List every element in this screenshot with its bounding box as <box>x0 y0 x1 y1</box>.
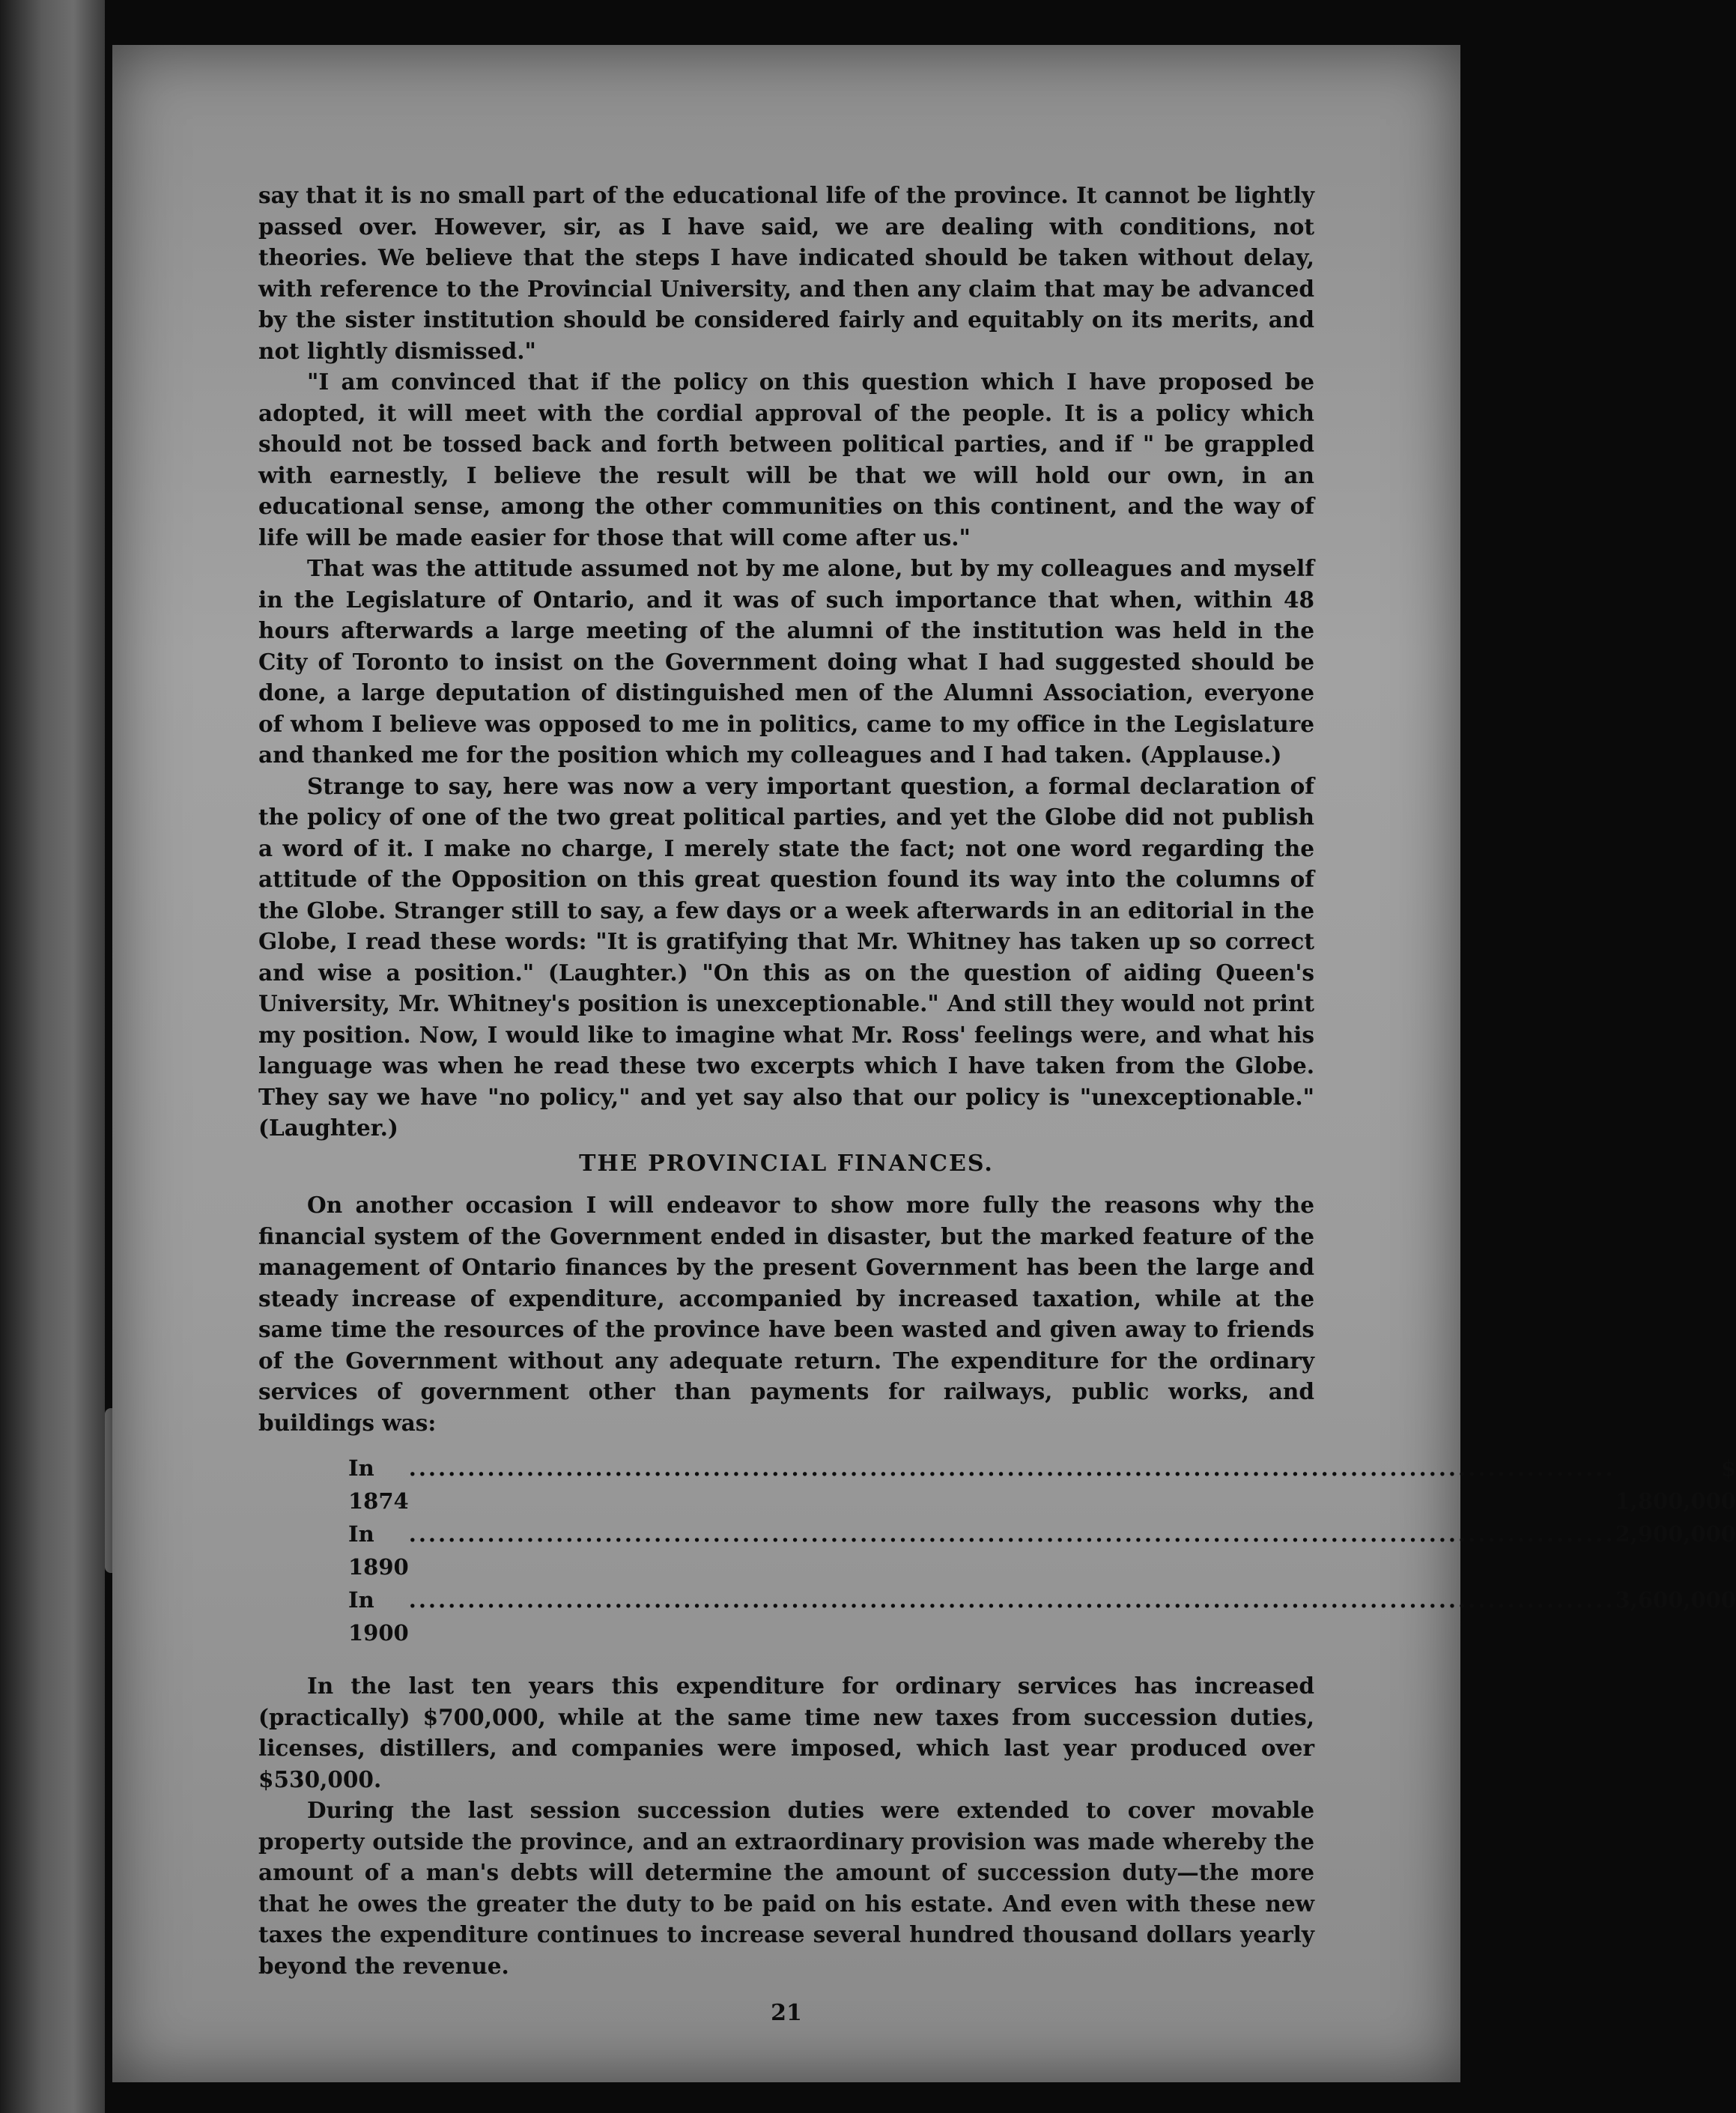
table-row <box>348 1583 1736 1649</box>
expenditure-table <box>348 1452 1736 1649</box>
paragraph-6: In the last ten years this expenditure for ordinary services has increased (practically) $700,000, while at the same time new taxes from succession duties, licenses, distillers, and companies were imposed, which last year produced over $530,000. <box>258 1673 1314 1792</box>
book-spine <box>0 0 105 2113</box>
leader-dots: ........................................................................................................................... <box>408 1521 1615 1547</box>
leader-dots: ........................................................................................................................... <box>408 1587 1615 1613</box>
paragraph-5: On another occasion I will endeavor to show more fully the reasons why the financial system of the Government ended in disaster, but the marked feature of the management of Ontario finances by the present Government has been the large and steady increase of expenditure, accompanied by increased taxation, while at the same time the resources of the province have been wasted and given away to friends of the Government without any adequate return. The expenditure for the ordinary services of government other than payments for railways, public works, and buildings was: <box>258 1192 1314 1436</box>
paragraph-1: say that it is no small part of the educational life of the province. It cannot be lightly passed over. However, sir, as I have said, we are dealing with conditions, not theories. We believe that the steps I have indicated should be taken without delay, with reference to the Provincial University, and then any claim that may be advanced by the sister institution should be considered fairly and equitably on its merits, and not lightly dismissed." <box>258 182 1314 364</box>
row-year: In 1874 <box>348 1455 409 1514</box>
table-row <box>348 1452 1736 1518</box>
page-text <box>258 180 1736 2029</box>
paragraph-3: That was the attitude assumed not by me alone, but by my colleagues and myself in the Legislature of Ontario, and it was of such importance that when, within 48 hours afterwards a large meeting of the alumni of the institution was held in the City of Toronto to insist on the Government doing what I had suggested should be done, a large deputation of distinguished men of the Alumni Association, everyone of whom I believe was opposed to me in politics, came to my office in the Legislature and thanked me for the position which my colleagues and I had taken. (Applause.) <box>258 555 1314 768</box>
leader-dots: ........................................................................................................................... <box>408 1455 1615 1481</box>
row-year: In 1900 <box>348 1587 409 1646</box>
paragraph-7: During the last session succession duties were extended to cover movable property outside the province, and an extraordinary provision was made whereby the amount of a man's debts will determine the amount of succession duty—the more that he owes the greater the duty to be paid on his estate. And even with these new taxes the expenditure continues to increase several hundred thousand dollars yearly beyond the revenue. <box>258 1797 1314 1979</box>
row-amount: 2,900,000 <box>1615 1521 1736 1547</box>
table-row <box>348 1518 1736 1583</box>
page-number: 21 <box>771 2000 802 2026</box>
row-amount: $ 1,800,000 <box>1615 1455 1736 1514</box>
paragraph-4: Strange to say, here was now a very important question, a formal declaration of the policy of one of the two great political parties, and yet the Globe did not publish a word of it. I make no charge, I merely state the fact; not one word regarding the attitude of the Opposition on this great question found its way into the columns of the Globe. Stranger still to say, a few days or a week afterwards in an editorial in the Globe, I read these words: "It is gratifying that Mr. Whitney has taken up so correct and wise a position." (Laughter.) "On this as on the question of aiding Queen's University, Mr. Whitney's position is unexceptionable." And still they would not print my position. Now, I would like to imagine what Mr. Ross' feelings were, and what his language was when he read these two excerpts which I have taken from the Globe. They say we have "no policy," and yet say also that our policy is "unexceptionable." (Laughter.) <box>258 772 1314 1141</box>
row-amount: 3,600,000 <box>1615 1587 1736 1613</box>
section-heading: THE PROVINCIAL FINANCES. <box>579 1150 994 1177</box>
paragraph-2: "I am convinced that if the policy on this question which I have proposed be adopted, it will meet with the cordial approval of the people. It is a policy which should not be tossed back and forth between political parties, and if " be grappled with earnestly, I believe the result will be that we will hold our own, in an educational sense, among the other communities on this continent, and the way of life will be made easier for those that will come after us." <box>258 369 1314 551</box>
row-year: In 1890 <box>348 1521 409 1580</box>
